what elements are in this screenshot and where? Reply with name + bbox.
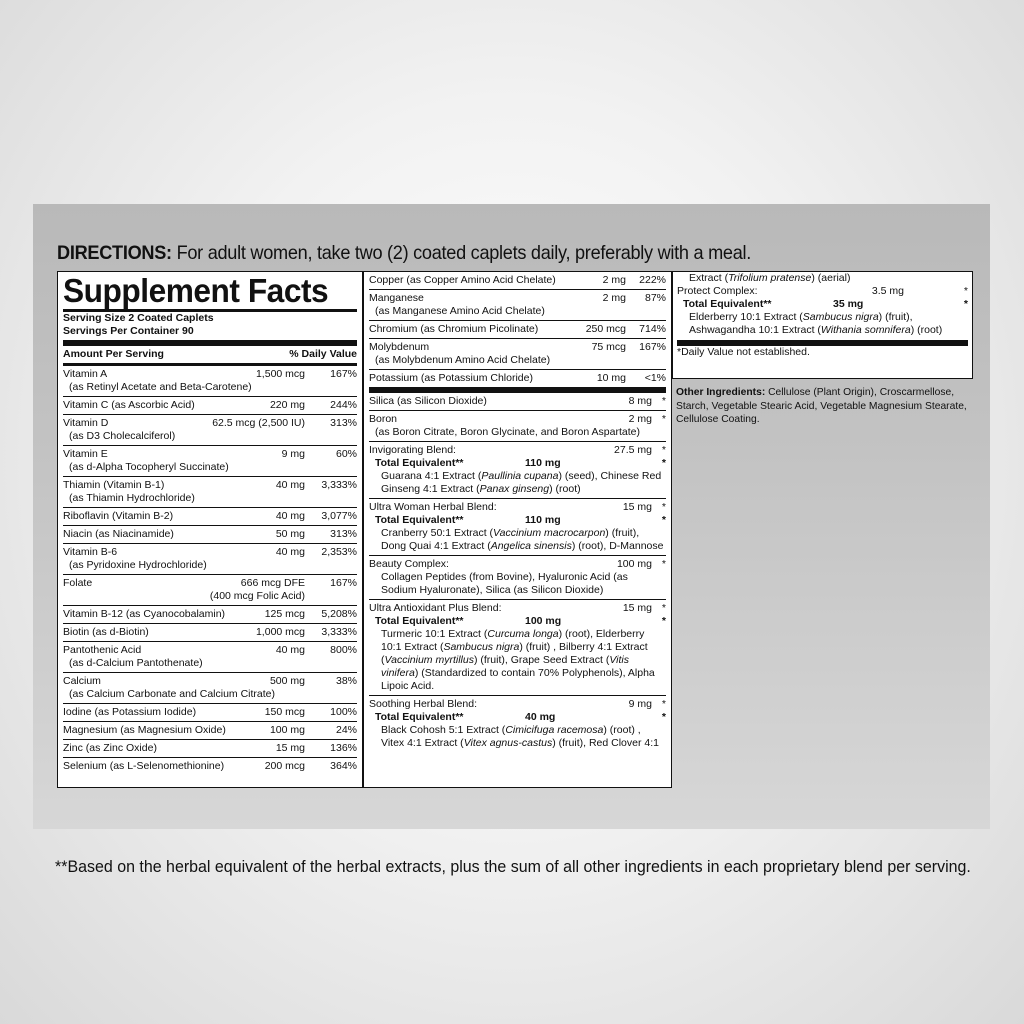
nutrient-row (369, 289, 666, 320)
nutrient-amount: 8 mg (628, 395, 652, 407)
nutrient-amount: 62.5 mcg (2,500 IU) (212, 417, 305, 429)
text-part: ) (root) , Vitex 4:1 Extract ( (381, 724, 641, 749)
nutrient-name: Invigorating Blend: (369, 444, 456, 456)
nutrient-daily-value: * (661, 698, 666, 710)
latin-name: Curcuma longa (487, 628, 559, 640)
nutrient-source: (as d-Alpha Tocopheryl Succinate) (69, 461, 229, 473)
text-part: Extract ( (689, 272, 729, 284)
nutrient-line (369, 501, 666, 514)
total-equivalent-line (369, 615, 666, 628)
nutrient-line (369, 558, 666, 571)
text-part: ) (root) (910, 324, 943, 336)
nutrient-row (369, 393, 666, 410)
amount-per-serving-header: Amount Per Serving (63, 348, 164, 360)
nutrient-name: Vitamin B-12 (as Cyanocobalamin) (63, 608, 226, 620)
blend-ingredients (369, 470, 666, 496)
total-equivalent-daily-value: * (661, 514, 666, 526)
latin-name: Paullinia cupana (481, 470, 559, 482)
nutrient-line (369, 698, 666, 711)
blend-row (369, 599, 666, 695)
nutrient-line (63, 626, 357, 639)
text-part: ) (fruit), Red Clover 4:1 (552, 737, 659, 749)
nutrient-amount: 150 mcg (264, 706, 305, 718)
nutrient-daily-value: * (661, 558, 666, 570)
protect-complex-line (677, 285, 968, 298)
other-ingredients (676, 386, 971, 427)
nutrient-amount: 200 mcg (264, 760, 305, 772)
nutrient-daily-value: 167% (639, 341, 666, 353)
nutrient-line (369, 341, 666, 354)
latin-name: Cimicifuga racemosa (505, 724, 604, 736)
nutrient-daily-value: 222% (639, 274, 666, 286)
nutrient-daily-value: 167% (330, 577, 357, 589)
daily-value-header: % Daily Value (289, 348, 357, 360)
supplement-facts-column-1 (57, 271, 363, 788)
nutrient-name: Vitamin B-6 (63, 546, 118, 558)
nutrient-name: Potassium (as Potassium Chloride) (369, 372, 533, 384)
text-part: ) (fruit), Grape Seed Extract ( (473, 654, 610, 666)
nutrient-name: Iodine (as Potassium Iodide) (63, 706, 197, 718)
nutrient-line (369, 395, 666, 408)
blend-ingredients (677, 311, 968, 337)
nutrient-line (63, 368, 357, 381)
text-part: Black Cohosh 5:1 Extract ( (381, 724, 506, 736)
total-equivalent-label: Total Equivalent** (375, 514, 464, 526)
nutrient-daily-value: 87% (644, 292, 666, 304)
blend-ingredients (369, 571, 666, 597)
nutrient-line (63, 399, 357, 412)
nutrient-daily-value: 313% (330, 417, 357, 429)
nutrient-amount: 15 mg (275, 742, 305, 754)
nutrient-line (63, 510, 357, 523)
nutrient-line (63, 608, 357, 621)
nutrient-daily-value: * (661, 444, 666, 456)
nutrient-daily-value: 5,208% (321, 608, 357, 620)
total-equivalent-daily-value: * (661, 615, 666, 627)
text-part: ) (fruit), Ashwagandha 10:1 Extract ( (689, 311, 913, 336)
text-part: Elderberry 10:1 Extract ( (689, 311, 803, 323)
total-equivalent-line (369, 514, 666, 527)
nutrient-line (63, 417, 357, 430)
nutrient-row (369, 369, 666, 387)
text-part: Cranberry 50:1 Extract ( (381, 527, 494, 539)
nutrient-row (63, 507, 357, 525)
nutrient-source: (as Retinyl Acetate and Beta-Carotene) (69, 381, 252, 393)
nutrient-line (63, 528, 357, 541)
blend-row (369, 441, 666, 498)
nutrient-amount: 2 mg (628, 413, 652, 425)
total-equivalent-daily-value: * (963, 298, 968, 310)
total-equivalent-amount: 40 mg (525, 711, 556, 723)
nutrient-row (63, 396, 357, 414)
nutrient-amount: 500 mg (269, 675, 305, 687)
nutrient-name: Copper (as Copper Amino Acid Chelate) (369, 274, 556, 286)
serving-size: Serving Size 2 Coated Caplets (63, 312, 214, 324)
nutrient-source: (as d-Calcium Pantothenate) (69, 657, 203, 669)
nutrient-row (63, 739, 357, 757)
text-part: Collagen Peptides (from Bovine), Hyaluronic Acid (as Sodium Hyaluronate), Silica (as Silicon Dioxide) (381, 571, 628, 596)
nutrient-amount: 1,500 mcg (255, 368, 305, 380)
nutrient-line (369, 323, 666, 336)
nutrient-row (63, 605, 357, 623)
nutrient-line (369, 292, 666, 305)
nutrient-amount: 75 mcg (591, 341, 626, 353)
other-ingredients-text: Cellulose (Plant Origin), Croscarmellose, Starch, Vegetable Stearic Acid, Vegetable Magnesium Stearate, Cellulose Coating. (676, 387, 967, 425)
nutrient-name: Zinc (as Zinc Oxide) (63, 742, 157, 754)
blend-list (369, 393, 666, 752)
blend-ingredients (369, 628, 666, 693)
nutrient-amount: 40 mg (275, 479, 305, 491)
nutrient-row (63, 445, 357, 476)
nutrient-name: Ultra Antioxidant Plus Blend: (369, 602, 502, 614)
nutrient-amount: 9 mg (281, 448, 305, 460)
nutrient-name: Vitamin D (63, 417, 109, 429)
nutrient-line (63, 546, 357, 559)
protect-complex-section (677, 272, 968, 359)
nutrient-amount: 40 mg (275, 546, 305, 558)
nutrient-daily-value: 24% (335, 724, 357, 736)
nutrient-name: Ultra Woman Herbal Blend: (369, 501, 497, 513)
nutrient-daily-value: * (661, 413, 666, 425)
nutrient-amount: 1,000 mcg (255, 626, 305, 638)
nutrient-amount: 40 mg (275, 644, 305, 656)
protect-complex-name: Protect Complex: (677, 285, 758, 297)
total-equivalent-label: Total Equivalent** (683, 298, 772, 310)
nutrient-line (63, 644, 357, 657)
latin-name: Vitis vinifera (381, 654, 629, 679)
nutrient-name: Calcium (63, 675, 101, 687)
nutrient-amount: 100 mg (269, 724, 305, 736)
nutrient-source: (as Calcium Carbonate and Calcium Citrate) (69, 688, 275, 700)
nutrient-daily-value: 3,077% (321, 510, 357, 522)
nutrient-source: (as D3 Cholecalciferol) (69, 430, 176, 442)
nutrient-row (63, 672, 357, 703)
nutrient-amount: 125 mcg (264, 608, 305, 620)
footnote: **Based on the herbal equivalent of the herbal extracts, plus the sum of all other ingredients in each proprietary blend per serving. (55, 857, 971, 876)
nutrient-row (63, 641, 357, 672)
nutrient-amount: 15 mg (622, 501, 652, 513)
nutrient-name: Pantothenic Acid (63, 644, 142, 656)
nutrient-source: (as Thiamin Hydrochloride) (69, 492, 195, 504)
protect-complex-daily-value: * (963, 285, 968, 297)
total-equivalent-amount: 110 mg (525, 457, 561, 469)
nutrient-name: Silica (as Silicon Dioxide) (369, 395, 487, 407)
nutrient-name: Soothing Herbal Blend: (369, 698, 477, 710)
nutrient-amount: 9 mg (628, 698, 652, 710)
mineral-list (369, 272, 666, 387)
nutrient-daily-value: <1% (644, 372, 666, 384)
nutrient-row (63, 414, 357, 445)
nutrient-line (63, 724, 357, 737)
latin-name: Withania somnifera (820, 324, 911, 336)
nutrient-amount: 10 mg (596, 372, 626, 384)
nutrient-name: Magnesium (as Magnesium Oxide) (63, 724, 226, 736)
supplement-facts-title: Supplement Facts (63, 272, 329, 309)
other-ingredients-label: Other Ingredients: (676, 387, 766, 398)
text-part: ) (root) (549, 483, 581, 495)
latin-name: Sambucus nigra (802, 311, 879, 323)
nutrient-name: Boron (369, 413, 398, 425)
supplement-facts-column-2 (363, 271, 672, 788)
nutrient-line (63, 675, 357, 688)
nutrient-row (63, 366, 357, 396)
nutrient-daily-value: * (661, 395, 666, 407)
nutrient-name: Biotin (as d-Biotin) (63, 626, 149, 638)
nutrient-amount: 15 mg (622, 602, 652, 614)
nutrient-line (63, 760, 357, 773)
latin-name: Panax ginseng (479, 483, 550, 495)
text-part: ) (root), D-Mannose (571, 540, 664, 552)
nutrient-daily-value: 38% (335, 675, 357, 687)
total-equivalent-line (677, 298, 968, 311)
nutrient-name: Vitamin C (as Ascorbic Acid) (63, 399, 195, 411)
nutrient-source: (as Molybdenum Amino Acid Chelate) (375, 354, 551, 366)
blend-ingredients (369, 724, 666, 750)
blend-row (369, 555, 666, 599)
text-part: ) (root), Elderberry 10:1 Extract ( (381, 628, 645, 653)
nutrient-amount: 100 mg (616, 558, 652, 570)
nutrient-line (369, 274, 666, 287)
nutrient-amount: 666 mcg DFE (240, 577, 305, 589)
total-equivalent-amount: 110 mg (525, 514, 561, 526)
text-part: ) (fruit), Dong Quai 4:1 Extract ( (381, 527, 640, 552)
latin-name: Vaccinium macrocarpon (493, 527, 606, 539)
nutrient-daily-value: 800% (330, 644, 357, 656)
latin-name: Vitex agnus-castus (463, 737, 553, 749)
nutrient-source: (400 mcg Folic Acid) (209, 590, 305, 602)
nutrient-line (63, 742, 357, 755)
nutrient-line (63, 448, 357, 461)
nutrient-name: Manganese (369, 292, 424, 304)
nutrient-name: Thiamin (Vitamin B-1) (63, 479, 165, 491)
nutrient-line (369, 602, 666, 615)
nutrient-row (369, 338, 666, 369)
total-equivalent-daily-value: * (661, 457, 666, 469)
nutrient-name: Vitamin A (63, 368, 108, 380)
nutrient-line (63, 577, 357, 590)
total-equivalent-amount: 35 mg (833, 298, 864, 310)
nutrient-daily-value: 3,333% (321, 626, 357, 638)
servings-per-container: Servings Per Container 90 (63, 325, 194, 337)
nutrient-daily-value: 714% (639, 323, 666, 335)
nutrient-daily-value: 3,333% (321, 479, 357, 491)
nutrient-amount: 2 mg (602, 274, 626, 286)
nutrient-daily-value: 136% (330, 742, 357, 754)
nutrient-daily-value: 60% (335, 448, 357, 460)
nutrient-source: (as Pyridoxine Hydrochloride) (69, 559, 207, 571)
text-part: ) (aerial) (811, 272, 851, 284)
nutrient-amount: 40 mg (275, 510, 305, 522)
nutrient-line (369, 444, 666, 457)
nutrient-daily-value: 364% (330, 760, 357, 772)
facts-header (63, 346, 357, 363)
text-part: ) (Standardized to contain 70% Polyphenols), Alpha Lipoic Acid. (381, 667, 655, 692)
nutrient-source: (as Manganese Amino Acid Chelate) (375, 305, 545, 317)
latin-name: Sambucus nigra (443, 641, 520, 653)
nutrient-row (63, 574, 357, 605)
nutrient-row (63, 721, 357, 739)
nutrient-line (369, 372, 666, 385)
nutrient-daily-value: * (661, 501, 666, 513)
nutrient-line (63, 479, 357, 492)
nutrient-row (369, 320, 666, 338)
nutrient-name: Folate (63, 577, 93, 589)
daily-value-note: *Daily Value not established. (677, 346, 810, 358)
nutrient-name: Molybdenum (369, 341, 430, 353)
total-equivalent-label: Total Equivalent** (375, 457, 464, 469)
nutrient-daily-value: 100% (330, 706, 357, 718)
nutrient-daily-value: * (661, 602, 666, 614)
nutrient-row (63, 476, 357, 507)
nutrient-row (63, 623, 357, 641)
nutrient-line (369, 413, 666, 426)
nutrient-amount: 27.5 mg (614, 444, 652, 456)
nutrient-daily-value: 244% (330, 399, 357, 411)
nutrient-amount: 220 mg (269, 399, 305, 411)
nutrient-row (63, 703, 357, 721)
nutrient-daily-value: 313% (330, 528, 357, 540)
nutrient-row (63, 543, 357, 574)
nutrient-row (63, 757, 357, 775)
text-part: ) (fruit) , Bilberry 4:1 Extract ( (381, 641, 648, 666)
nutrient-name: Riboflavin (Vitamin B-2) (63, 510, 174, 522)
directions (57, 242, 922, 265)
nutrient-amount: 2 mg (602, 292, 626, 304)
nutrient-name: Niacin (as Niacinamide) (63, 528, 174, 540)
blend-ingredients (369, 527, 666, 553)
nutrient-name: Chromium (as Chromium Picolinate) (369, 323, 539, 335)
nutrient-name: Selenium (as L-Selenomethionine) (63, 760, 225, 772)
latin-name: Trifolium pratense (728, 272, 812, 284)
nutrient-daily-value: 167% (330, 368, 357, 380)
total-equivalent-line (369, 711, 666, 724)
nutrient-line (63, 706, 357, 719)
total-equivalent-line (369, 457, 666, 470)
text-part: Turmeric 10:1 Extract ( (381, 628, 488, 640)
nutrient-amount: 250 mcg (585, 323, 626, 335)
nutrient-list (63, 366, 357, 775)
supplement-facts-column-3 (672, 271, 973, 379)
directions-text: For adult women, take two (2) coated caplets daily, preferably with a meal. (171, 242, 752, 264)
total-equivalent-daily-value: * (661, 711, 666, 723)
latin-name: Angelica sinensis (490, 540, 572, 552)
directions-label: DIRECTIONS: (57, 242, 172, 264)
nutrient-amount: 50 mg (275, 528, 305, 540)
nutrient-name: Vitamin E (63, 448, 108, 460)
nutrient-source: (as Boron Citrate, Boron Glycinate, and Boron Aspartate) (375, 426, 640, 438)
nutrient-name: Beauty Complex: (369, 558, 449, 570)
total-equivalent-label: Total Equivalent** (375, 615, 464, 627)
nutrient-row (369, 410, 666, 441)
protect-complex-amount: 3.5 mg (871, 285, 904, 297)
blend-row (369, 498, 666, 555)
blend-ingredients (677, 272, 968, 285)
nutrient-row (63, 525, 357, 543)
nutrient-row (369, 272, 666, 289)
total-equivalent-label: Total Equivalent** (375, 711, 464, 723)
text-part: Guarana 4:1 Extract ( (381, 470, 482, 482)
blend-row (369, 695, 666, 752)
text-part: ) (seed), Chinese Red Ginseng 4:1 Extract ( (381, 470, 662, 495)
nutrient-daily-value: 2,353% (321, 546, 357, 558)
latin-name: Vaccinium myrtillus (384, 654, 474, 666)
total-equivalent-amount: 100 mg (525, 615, 562, 627)
